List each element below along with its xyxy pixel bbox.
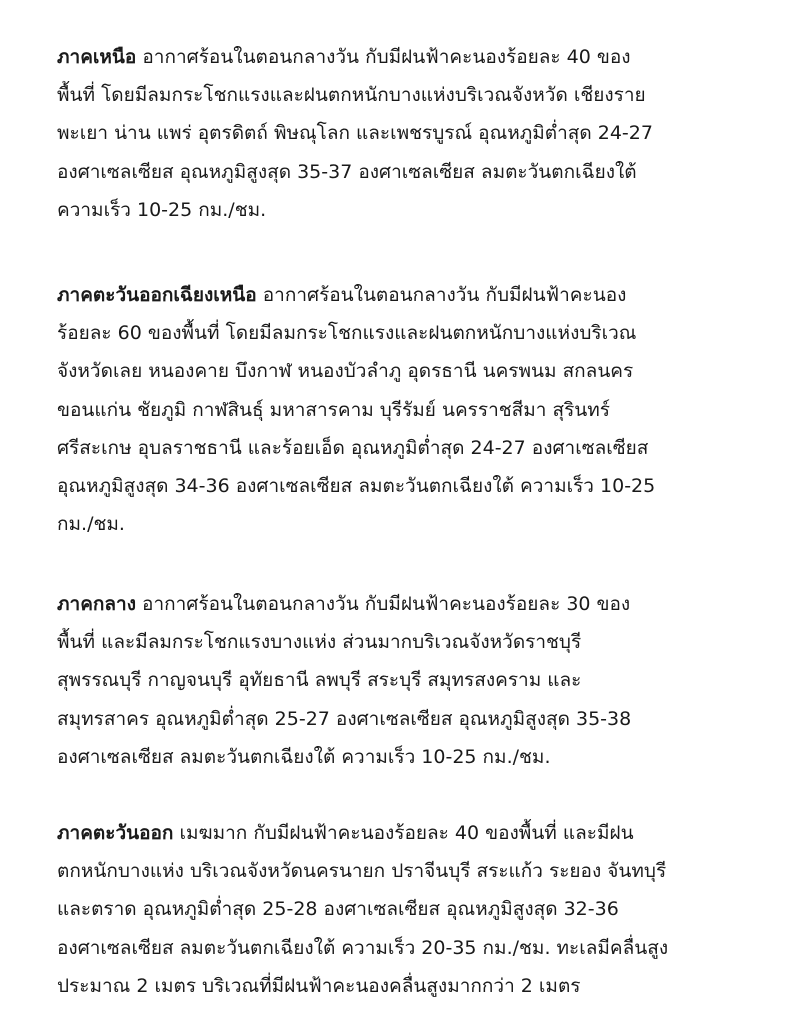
paragraph-line: องศาเซลเซียส ลมตะวันตกเฉียงใต้ ความเร็ว 20-35 กม./ชม. ทะเลมีคลื่นสูง — [57, 936, 669, 959]
forecast-paragraph-northeast — [57, 276, 792, 543]
paragraph-text: อากาศร้อนในตอนกลางวัน กับมีฝนฟ้าคะนอง — [262, 284, 627, 306]
paragraph-line: ขอนแก่น ชัยภูมิ กาฬสินธุ์ มหาสารคาม บุรีรัมย์ นครราชสีมา สุรินทร์ — [57, 398, 610, 421]
paragraph-text: อากาศร้อนในตอนกลางวัน กับมีฝนฟ้าคะนองร้อยละ 30 ของ — [142, 593, 631, 615]
paragraph-line: สุพรรณบุรี กาญจนบุรี อุทัยธานี ลพบุรี สระบุรี สมุทรสงคราม และ — [57, 669, 582, 692]
paragraph-line — [57, 585, 792, 623]
paragraph-line — [57, 814, 792, 852]
paragraph-line: กม./ชม. — [57, 513, 125, 536]
paragraph-line: และตราด อุณหภูมิต่ำสุด 25-28 องศาเซลเซียส อุณหภูมิสูงสุด 32-36 — [57, 898, 619, 921]
paragraph-line: ศรีสะเกษ อุบลราชธานี และร้อยเอ็ด อุณหภูมิต่ำสุด 24-27 องศาเซลเซียส — [57, 436, 649, 459]
paragraph-text: อากาศร้อนในตอนกลางวัน กับมีฝนฟ้าคะนองร้อยละ 40 ของ — [142, 46, 631, 68]
paragraph-line: พื้นที่ โดยมีลมกระโชกแรงและฝนตกหนักบางแห่งบริเวณจังหวัด เชียงราย — [57, 84, 646, 107]
paragraph-line: ประมาณ 2 เมตร บริเวณที่มีฝนฟ้าคะนองคลื่นสูงมากกว่า 2 เมตร — [57, 974, 581, 997]
paragraph-line: ร้อยละ 60 ของพื้นที่ โดยมีลมกระโชกแรงและฝนตกหนักบางแห่งบริเวณ — [57, 322, 637, 345]
paragraph-line: อุณหภูมิสูงสุด 34-36 องศาเซลเซียส ลมตะวันตกเฉียงใต้ ความเร็ว 10-25 — [57, 475, 656, 498]
paragraph-line: สมุทรสาคร อุณหภูมิต่ำสุด 25-27 องศาเซลเซียส อุณหภูมิสูงสุด 35-38 — [57, 707, 632, 730]
paragraph-line: องศาเซลเซียส อุณหภูมิสูงสุด 35-37 องศาเซลเซียส ลมตะวันตกเฉียงใต้ — [57, 160, 637, 183]
paragraph-text: เมฆมาก กับมีฝนฟ้าคะนองร้อยละ 40 ของพื้นที่ และมีฝน — [179, 822, 634, 844]
paragraph-line: พะเยา น่าน แพร่ อุตรดิตถ์ พิษณุโลก และเพชรบูรณ์ อุณหภูมิต่ำสุด 24-27 — [57, 122, 653, 145]
paragraph-line — [57, 276, 792, 314]
paragraph-line: ความเร็ว 10-25 กม./ชม. — [57, 198, 267, 221]
forecast-paragraph-central — [57, 585, 792, 776]
forecast-paragraph-east — [57, 814, 792, 1005]
paragraph-line: จังหวัดเลย หนองคาย บึงกาฬ หนองบัวลำภู อุดรธานี นครพนม สกลนคร — [57, 360, 634, 383]
paragraph-line: พื้นที่ และมีลมกระโชกแรงบางแห่ง ส่วนมากบริเวณจังหวัดราชบุรี — [57, 631, 582, 654]
paragraph-line: ตกหนักบางแห่ง บริเวณจังหวัดนครนายก ปราจีนบุรี สระแก้ว ระยอง จันทบุรี — [57, 860, 667, 883]
forecast-paragraph-north — [57, 38, 792, 229]
region-heading-northeast: ภาคตะวันออกเฉียงเหนือ — [57, 284, 257, 306]
region-heading-east: ภาคตะวันออก — [57, 822, 174, 844]
paragraph-line — [57, 38, 792, 76]
region-heading-central: ภาคกลาง — [57, 593, 136, 615]
region-heading-north: ภาคเหนือ — [57, 46, 137, 68]
paragraph-line: องศาเซลเซียส ลมตะวันตกเฉียงใต้ ความเร็ว 10-25 กม./ชม. — [57, 745, 551, 768]
